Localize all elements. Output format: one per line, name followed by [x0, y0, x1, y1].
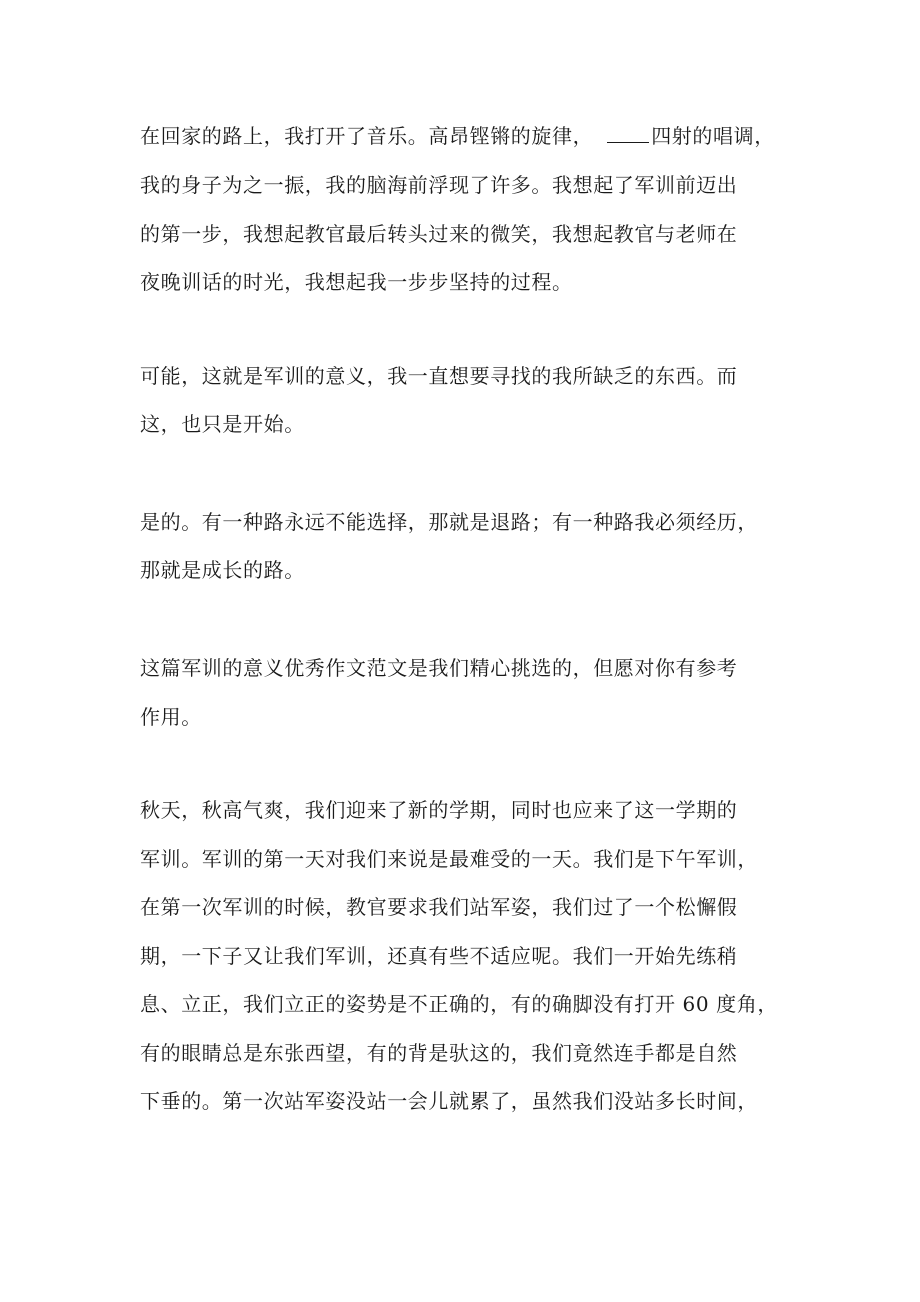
paragraph-2-line-2: 这，也只是开始。 [140, 412, 305, 436]
paragraph-3-line-2: 那就是成长的路。 [140, 558, 305, 582]
paragraph-5-line-7: 下垂的。第一次站军姿没站一会儿就累了，虽然我们没站多长时间， [140, 1089, 758, 1113]
paragraph-5-line-1: 秋天，秋高气爽，我们迎来了新的学期，同时也应来了这一学期的 [140, 798, 738, 822]
paragraph-5-line-3: 在第一次军训的时候，教官要求我们站军姿，我们过了一个松懈假 [140, 895, 738, 919]
line-text-before-blank: 在回家的路上，我打开了音乐。高昂铿锵的旋律， [140, 124, 594, 148]
paragraph-1-line-4: 夜晚训话的时光，我想起我一步步坚持的过程。 [140, 270, 573, 294]
fill-in-blank [607, 124, 649, 143]
paragraph-5-line-4: 期，一下子又让我们军训，还真有些不适应呢。我们一开始先练稍 [140, 944, 738, 968]
paragraph-2-line-1: 可能，这就是军训的意义，我一直想要寻找的我所缺乏的东西。而 [140, 364, 738, 388]
line-text-after-blank: 四射的唱调， [651, 124, 775, 148]
paragraph-5-line-2: 军训。军训的第一天对我们来说是最难受的一天。我们是下午军训， [140, 847, 758, 871]
paragraph-4-line-2: 作用。 [140, 705, 202, 729]
paragraph-3-line-1: 是的。有一种路永远不能选择，那就是退路；有一种路我必须经历， [140, 510, 758, 534]
paragraph-1-line-3: 的第一步，我想起教官最后转头过来的微笑，我想起教官与老师在 [140, 222, 738, 246]
paragraph-5-line-6: 有的眼睛总是东张西望，有的背是驮这的，我们竟然连手都是自然 [140, 1041, 738, 1065]
paragraph-5-line-5: 息、立正，我们立正的姿势是不正确的，有的确脚没有打开 60 度角， [140, 992, 778, 1016]
paragraph-4-line-1: 这篇军训的意义优秀作文范文是我们精心挑选的，但愿对你有参考 [140, 656, 738, 680]
paragraph-1-line-2: 我的身子为之一振，我的脑海前浮现了许多。我想起了军训前迈出 [140, 173, 738, 197]
paragraph-1-line-1 [140, 122, 775, 150]
